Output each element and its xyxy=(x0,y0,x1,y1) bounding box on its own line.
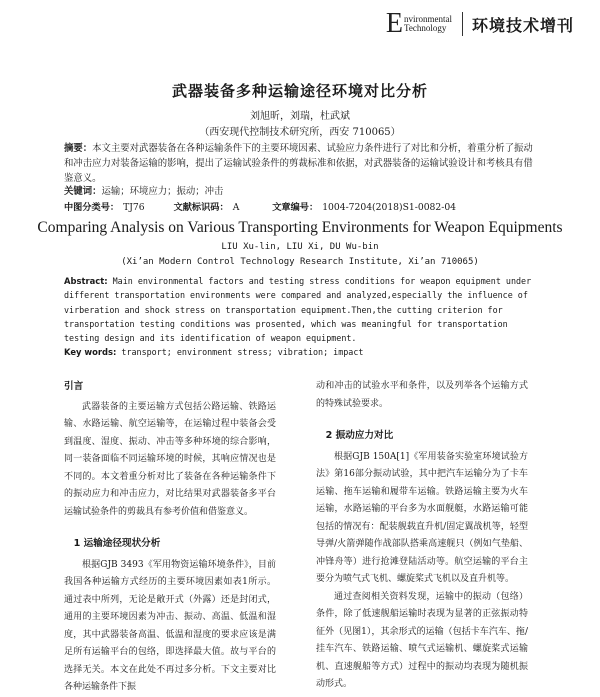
journal-header xyxy=(386,10,574,38)
abstract-cn-label: 摘要： xyxy=(64,143,93,154)
clc-label: 中图分类号： xyxy=(64,202,120,213)
keywords-en xyxy=(64,347,363,357)
abstract-en-label: Abstract: xyxy=(64,276,108,286)
clc-value: TJ76 xyxy=(123,202,145,213)
section-2-heading: 2 振动应力对比 xyxy=(325,430,394,441)
body-column-right xyxy=(316,378,528,694)
article-no-value: 1004-7204(2018)S1-0082-04 xyxy=(322,202,457,213)
logo-line-1: nvironmental xyxy=(403,14,452,24)
journal-name-cn: 环境技术增刊 xyxy=(471,15,574,35)
keywords-en-text: transport; environment stress; vibration; impact xyxy=(121,347,364,357)
doc-code-value: A xyxy=(232,202,240,213)
section-2-paragraph-2: 通过查阅相关资料发现，运输中的振动（包络）条件，除了低速舰船运输时表现为显著的正弦振动特征外（见图1），其余形式的运输（包括卡车汽车、拖/挂车汽车、铁路运输、喷气式运输机、螺旋桨式运输机、直速舰船等方式）过程中的振动均表现为随机振动形式。 xyxy=(316,591,528,689)
section-1-paragraph: 根据GJB 3493《军用物资运输环境条件》，目前我国各种运输方式经历的主要环境因素如表1所示。通过表中所列，无论是敞开式（外露）还是封闭式，通用的主要环境因素为冲击、振动、高温、低温和湿度，其中武器装备高温、低温和湿度的要求应该是满足所有运输平台的包络，即选择最大值。故与平台的选择无关。本文在此处不再过多分析。下文主要对比各种运输条件下振 xyxy=(64,559,276,692)
logo-line-2: Technology xyxy=(403,23,447,33)
abstract-en-text: Main environmental factors and testing stress conditions for weapon equipment under different transportation environments were compared and analyzed,especially the influence of virberation and shock stress on transportation equipment.Then,the cutting criterion for transportation testing conditions was prosented, which was meaningful for transportation testing design and its identification of weapon equipment. xyxy=(64,276,532,344)
title-cn: 武器装备多种运输途径环境对比分析 xyxy=(171,82,428,100)
continued-paragraph: 动和冲击的试验水平和条件，以及列举各个运输方式的特殊试验要求。 xyxy=(316,381,528,409)
abstract-cn xyxy=(64,141,540,186)
body-column-left xyxy=(64,378,276,697)
classification-row xyxy=(64,199,460,213)
intro-paragraph: 武器装备的主要运输方式包括公路运输、铁路运输、水路运输、航空运输等，在运输过程中装备会受到温度、湿度、振动、冲击等多种环境的综合影响，同一装备面临不同运输环境的时候，其响应情况也是不同的。本文着重分析对比了装备在各种运输条件下的振动应力和冲击应力，对比结果对武器装备多平台运输试验条件的剪裁具有参考价值和借鉴意义。 xyxy=(64,401,276,517)
header-divider xyxy=(462,12,463,36)
intro-heading: 引言 xyxy=(64,381,84,392)
keywords-cn-label: 关键词： xyxy=(64,186,102,197)
authors-cn: 刘旭昕，刘瑞，杜武斌 xyxy=(250,111,350,122)
title-en: Comparing Analysis on Various Transporting Environments for Weapon Equipments xyxy=(37,219,563,236)
abstract-en xyxy=(64,274,542,345)
keywords-en-label: Key words: xyxy=(64,347,117,357)
keywords-cn-text: 运输；环境应力；振动；冲击 xyxy=(101,186,224,197)
section-1-heading: 1 运输途径现状分析 xyxy=(73,538,161,549)
doc-code-label: 文献标识码： xyxy=(173,202,229,213)
journal-logo-words xyxy=(404,15,452,33)
abstract-cn-text: 本文主要对武器装备在各种运输条件下的主要环境因素、试验应力条件进行了对比和分析，着重分析了振动和冲击应力对装备运输的影响，提出了运输试验条件的剪裁标准和依据，对武器装备的运输试验设计和考核具有借鉴意义。 xyxy=(64,143,533,184)
keywords-cn xyxy=(64,184,540,199)
affiliation-en: (Xi’an Modern Control Technology Research Institute, Xi’an 710065) xyxy=(121,257,479,267)
article-no-label: 文章编号： xyxy=(272,202,319,213)
authors-en: LIU Xu-lin, LIU Xi, DU Wu-bin xyxy=(221,242,379,252)
journal-logo-letter: E xyxy=(385,8,403,39)
affiliation-cn: （西安现代控制技术研究所，西安 710065） xyxy=(199,127,401,138)
section-2-paragraph-1: 根据GJB 150A[1]《军用装备实验室环境试验方法》第16部分振动试验，其中把汽车运输分为了卡车运输、拖车运输和履带车运输。铁路运输主要为火车运输，水路运输的平台多为水面舰艇，水路运输可能包括的情况有：配装舰载直升机/固定翼战机等，轻型导弹/火箭弹随作战部队搭乘高速舰只（例如气垫船、冲锋舟等）进行抢滩登陆活动等。航空运输的平台主要分为喷气式飞机、螺旋桨式飞机以及直升机等。 xyxy=(316,451,528,584)
